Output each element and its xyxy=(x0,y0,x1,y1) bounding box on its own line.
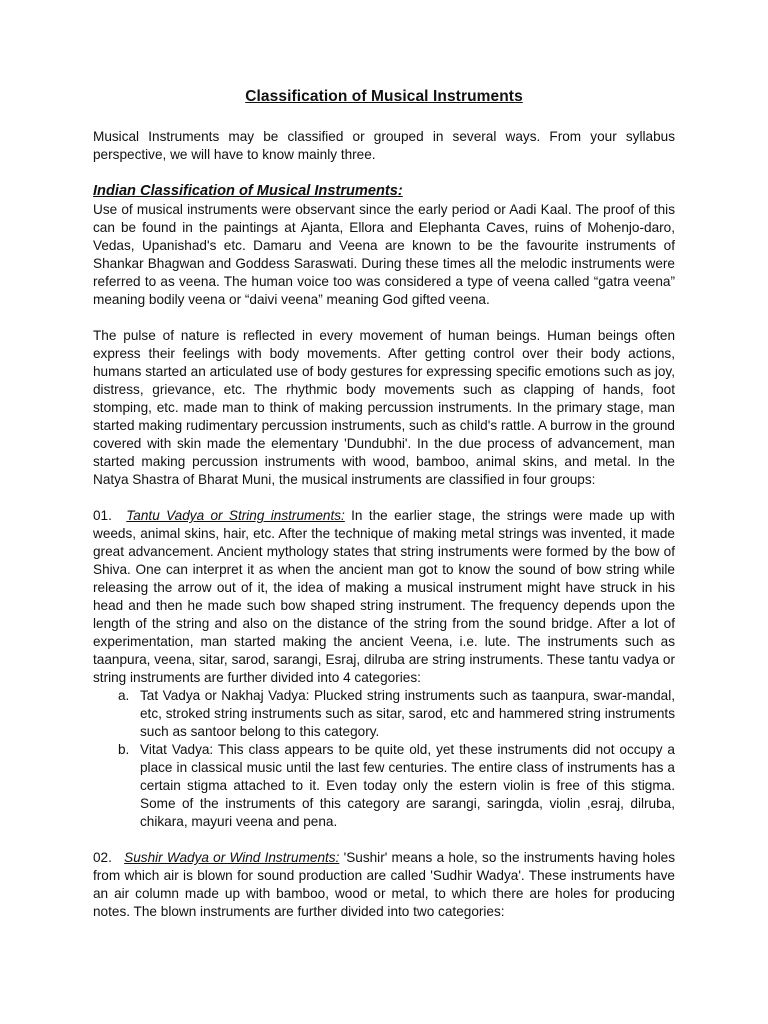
document-title: Classification of Musical Instruments xyxy=(245,88,523,105)
spacer xyxy=(93,309,675,327)
section-text-string: In the earlier stage, the strings were made up with weeds, animal skins, hair, etc. After the technique of making metal strings was invented, it made great advancement. Ancient mythology states that string instruments were formed by the bow of Shiva. One can interpret it as when the ancient man got to know the sound of bow string while releasing the arrow out of it, the idea of making a musical instrument might have struck in his head and then he made such bow shaped string instrument. The frequency depends upon the length of the string and also on the distance of the string from the sound bridge. After a lot of experimentation, man started making the ancient Veena, i.e. lute. The instruments such as taanpura, veena, sitar, sarod, sarangi, Esraj, dilruba are string instruments. These tantu vadya or string instruments are further divided into 4 categories: xyxy=(93,508,675,685)
pulse-of-nature-paragraph: The pulse of nature is reflected in every movement of human beings. Human beings often express their feelings with body movements. After getting control over their body actions, humans started an articulated use of body gestures for expressing specific emotions such as joy, distress, grievance, etc. The rhythmic body movements such as clapping of hands, foot stomping, etc. made man to think of making percussion instruments. In the primary stage, man started making rudimentary percussion instruments, such as child's rattle. A burrow in the ground covered with skin made the elementary 'Dundubhi'. In the due process of advancement, man started making percussion instruments with wood, bamboo, animal skins, and metal. In the Natya Shastra of Bharat Muni, the musical instruments are classified in four groups: xyxy=(93,328,675,487)
list-marker: b. xyxy=(118,742,130,757)
intro-paragraph: Musical Instruments may be classified or grouped in several ways. From your syllabus perspective, we will have to know mainly three. xyxy=(93,129,675,162)
list-marker: a. xyxy=(118,688,130,703)
section-title-wind: Sushir Wadya or Wind Instruments: xyxy=(124,850,340,865)
spacer xyxy=(93,831,675,849)
spacer xyxy=(93,164,675,182)
section-text-wind: 'Sushir' means a hole, so the instruments having holes from which air is blown for sound production are called 'Sudhir Wadya'. These instruments have an air column made up with bamboo, wood or metal, to which there are holes for producing notes. The blown instruments are further divided into two categories: xyxy=(93,850,676,919)
list-item xyxy=(118,741,675,831)
section-number: 02. xyxy=(93,850,112,865)
list-item xyxy=(118,687,675,741)
list-item-text: Tat Vadya or Nakhaj Vadya: Plucked string instruments such as taanpura, swar-mandal, etc, stroked string instruments such as sitar, sarod, etc and hammered string instruments such as santoor belong to this category. xyxy=(140,688,675,739)
section-string-instruments xyxy=(93,507,675,687)
indian-classification-heading: Indian Classification of Musical Instruments: xyxy=(93,183,403,199)
section-number: 01. xyxy=(93,508,112,523)
section-wind-instruments xyxy=(93,849,675,921)
string-categories-list xyxy=(93,687,675,831)
list-item-text: Vitat Vadya: This class appears to be quite old, yet these instruments did not occupy a place in classical music until the last few centuries. The entire class of instruments has a certain stigma attached to it. Even today only the estern violin is free of this stigma. Some of the instruments of this category are sarangi, saringda, violin ,esraj, dilruba, chikara, mayuri veena and pena. xyxy=(140,742,675,829)
spacer xyxy=(93,489,675,507)
section-title-string: Tantu Vadya or String instruments: xyxy=(126,508,345,523)
indian-classification-paragraph: Use of musical instruments were observant since the early period or Aadi Kaal. The proof of this can be found in the paintings at Ajanta, Ellora and Elephanta Caves, ruins of Mohenjo-daro, Vedas, Upanishad's etc. Damaru and Veena are known to be the favourite instruments of Shankar Bhagwan and Goddess Saraswati. During these times all the melodic instruments were referred to as veena. The human voice too was considered a type of veena called “gatra veena” meaning bodily veena or “daivi veena” meaning God gifted veena. xyxy=(93,202,675,307)
